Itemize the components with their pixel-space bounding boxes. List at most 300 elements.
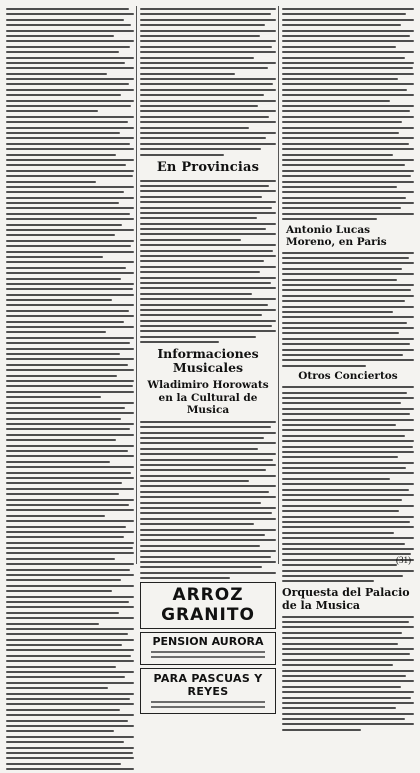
- text-line: [140, 116, 269, 118]
- text-line: [282, 402, 401, 404]
- column-rule-left: [136, 6, 137, 564]
- text-line: [6, 606, 134, 608]
- text-line: [282, 365, 366, 367]
- text-line: [6, 224, 122, 226]
- text-line: [6, 369, 134, 371]
- text-line: [6, 19, 124, 21]
- text-line: [6, 240, 134, 242]
- text-line: [6, 100, 134, 102]
- text-line: [282, 289, 411, 291]
- text-line: [140, 480, 249, 482]
- text-line: [282, 637, 414, 639]
- text-line: [6, 423, 134, 425]
- text-line: [6, 676, 125, 678]
- text-line: [140, 271, 260, 273]
- text-line: [140, 325, 272, 327]
- text-line: [6, 181, 96, 183]
- text-line: [6, 30, 134, 32]
- text-line: [140, 62, 276, 64]
- column-rule-right: [278, 6, 279, 564]
- column-3: [282, 8, 414, 734]
- text-line: [140, 432, 276, 434]
- text-line: [6, 24, 131, 26]
- text-line: [6, 714, 134, 716]
- text-line: [6, 509, 134, 511]
- text-line: [282, 100, 390, 102]
- text-line: [282, 73, 414, 75]
- text-line: [282, 505, 414, 507]
- text-line: [282, 186, 397, 188]
- text-line: [282, 284, 414, 286]
- text-line: [6, 358, 134, 360]
- text-line: [282, 499, 402, 501]
- text-line: [6, 159, 134, 161]
- text-line: [282, 621, 409, 623]
- text-line: [140, 485, 276, 487]
- text-line: [140, 239, 241, 241]
- text-line: [6, 585, 134, 587]
- text-block-wladimiro: [140, 421, 276, 579]
- text-line: [140, 314, 262, 316]
- text-line: [6, 703, 134, 705]
- text-line: [6, 191, 124, 193]
- text-line: [6, 40, 134, 42]
- text-line: [6, 310, 129, 312]
- text-line: [282, 257, 409, 259]
- text-line: [282, 413, 410, 415]
- text-line: [6, 569, 130, 571]
- text-line: [282, 343, 410, 345]
- text-line: [6, 450, 128, 452]
- text-line: [282, 397, 414, 399]
- text-line: [6, 596, 134, 598]
- text-line: [282, 626, 414, 628]
- text-line: [6, 170, 134, 172]
- text-line: [140, 336, 256, 338]
- column-2: [140, 8, 276, 714]
- text-line: [140, 132, 276, 134]
- text-line: [282, 311, 393, 313]
- text-line: [282, 46, 396, 48]
- text-line: [6, 655, 131, 657]
- text-line: [140, 143, 276, 145]
- text-line: [6, 202, 119, 204]
- text-line: [282, 408, 414, 410]
- text-line: [282, 154, 393, 156]
- text-line: [282, 40, 414, 42]
- text-line: [140, 442, 276, 444]
- text-line: [140, 304, 268, 306]
- text-line: [282, 121, 402, 123]
- text-line: [140, 180, 276, 182]
- text-line: [140, 469, 266, 471]
- text-line: [140, 217, 257, 219]
- text-line: [6, 73, 107, 75]
- text-line: [6, 407, 125, 409]
- text-line: [282, 62, 414, 64]
- text-line: [282, 664, 393, 666]
- text-line: [282, 24, 401, 26]
- text-line: [282, 127, 414, 129]
- text-line: [140, 437, 264, 439]
- text-line: [282, 472, 414, 474]
- text-line: [282, 653, 410, 655]
- text-line: [6, 213, 130, 215]
- text-line: [6, 137, 134, 139]
- text-line: [6, 412, 134, 414]
- text-line: [282, 300, 405, 302]
- text-line: [6, 116, 134, 118]
- text-line: [282, 197, 406, 199]
- text-line: [6, 315, 134, 317]
- text-line: [140, 78, 276, 80]
- text-line: [282, 424, 396, 426]
- text-line: [6, 660, 134, 662]
- text-line: [282, 359, 414, 361]
- text-line: [140, 539, 276, 541]
- text-line: [282, 386, 414, 388]
- text-line: [140, 545, 260, 547]
- text-line: [6, 693, 134, 695]
- text-line: [140, 426, 271, 428]
- text-line: [282, 295, 414, 297]
- text-line: [140, 298, 276, 300]
- text-line: [6, 256, 103, 258]
- text-line: [140, 518, 276, 520]
- text-line: [282, 429, 414, 431]
- text-line: [140, 320, 276, 322]
- text-line: [6, 520, 134, 522]
- text-line: [6, 455, 134, 457]
- text-line: [282, 116, 414, 118]
- text-line: [282, 632, 402, 634]
- text-line: [6, 8, 129, 10]
- text-line: [140, 30, 276, 32]
- text-line: [282, 13, 406, 15]
- text-line: [6, 687, 108, 689]
- text-line: [282, 148, 414, 150]
- text-line: [6, 472, 131, 474]
- text-line: [140, 448, 258, 450]
- text-line: [140, 228, 266, 230]
- text-line: [282, 478, 390, 480]
- text-line: [140, 330, 276, 332]
- text-line: [282, 537, 414, 539]
- text-line: [282, 462, 414, 464]
- text-line: [282, 218, 377, 220]
- text-line: [6, 434, 134, 436]
- text-line: [6, 574, 134, 576]
- text-line: [140, 94, 264, 96]
- text-line: [6, 283, 134, 285]
- heading-otros-conciertos: Otros Conciertos: [298, 370, 398, 383]
- text-line: [6, 649, 134, 651]
- text-line: [6, 278, 121, 280]
- text-line: [140, 8, 276, 10]
- text-line: [282, 143, 409, 145]
- text-line: [6, 531, 134, 533]
- text-line: [282, 354, 403, 356]
- text-line: [140, 196, 262, 198]
- text-line: [140, 255, 276, 257]
- text-block-col1: [6, 8, 134, 770]
- text-line: [6, 375, 117, 377]
- text-line: [282, 170, 414, 172]
- text-line: [140, 282, 271, 284]
- text-line: [140, 207, 272, 209]
- text-line: [6, 67, 134, 69]
- text-line: [6, 62, 125, 64]
- ad-pascuas-fine-print: [151, 701, 265, 703]
- text-line: [140, 287, 276, 289]
- text-line: [6, 725, 134, 727]
- text-line: [282, 532, 394, 534]
- text-line: [282, 332, 399, 334]
- text-line: [282, 489, 409, 491]
- text-line: [6, 207, 134, 209]
- text-line: [6, 730, 114, 732]
- text-line: [282, 702, 414, 704]
- text-line: [140, 523, 254, 525]
- page-number: (31): [396, 555, 411, 565]
- text-line: [140, 512, 272, 514]
- text-line: [282, 89, 407, 91]
- text-line: [6, 143, 130, 145]
- text-line: [282, 30, 414, 32]
- text-line: [282, 510, 399, 512]
- text-line: [282, 648, 414, 650]
- text-line: [6, 628, 134, 630]
- text-line: [140, 309, 276, 311]
- text-line: [282, 543, 405, 545]
- text-line: [282, 306, 414, 308]
- text-line: [6, 757, 134, 759]
- text-line: [140, 566, 262, 568]
- text-line: [6, 46, 130, 48]
- text-line: [6, 304, 134, 306]
- text-block-orquesta: [282, 616, 414, 731]
- text-line: [6, 89, 134, 91]
- text-line: [6, 186, 134, 188]
- text-line: [282, 322, 407, 324]
- text-line: [140, 201, 276, 203]
- text-line: [282, 8, 414, 10]
- text-line: [282, 338, 414, 340]
- text-line: [282, 110, 410, 112]
- text-line: [6, 197, 134, 199]
- text-line: [282, 723, 414, 725]
- text-line: [282, 19, 414, 21]
- text-line: [6, 342, 130, 344]
- text-line: [282, 213, 414, 215]
- text-line: [282, 440, 414, 442]
- text-line: [6, 251, 134, 253]
- text-line: [282, 559, 414, 561]
- text-line: [140, 19, 276, 21]
- text-line: [6, 644, 122, 646]
- text-line: [6, 272, 134, 274]
- heading-en-provincias: En Provincias: [156, 159, 260, 175]
- text-line: [282, 553, 411, 555]
- text-line: [6, 288, 133, 290]
- text-line: [282, 67, 413, 69]
- text-line: [140, 100, 276, 102]
- ad-pascuas-fine-print-2: [151, 706, 265, 708]
- text-line: [6, 234, 115, 236]
- text-line: [6, 488, 134, 490]
- text-line: [140, 233, 276, 235]
- text-line: [6, 385, 133, 387]
- text-line: [282, 191, 414, 193]
- text-line: [282, 659, 414, 661]
- text-line: [282, 691, 414, 693]
- text-line: [6, 720, 128, 722]
- text-line: [282, 526, 414, 528]
- text-line: [6, 558, 115, 560]
- text-line: [6, 590, 112, 592]
- text-line: [140, 507, 276, 509]
- text-line: [282, 616, 414, 618]
- text-line: [6, 547, 133, 549]
- text-line: [6, 353, 120, 355]
- ad-pascuas-reyes: [140, 668, 276, 714]
- text-line: [6, 542, 134, 544]
- text-line: [6, 321, 124, 323]
- text-line: [140, 475, 276, 477]
- text-line: [6, 747, 134, 749]
- text-line: [6, 148, 134, 150]
- text-line: [6, 35, 114, 37]
- text-line: [282, 57, 405, 59]
- text-line: [282, 670, 414, 672]
- text-line: [282, 262, 414, 264]
- text-line: [282, 419, 414, 421]
- text-line: [282, 580, 374, 582]
- text-line: [282, 94, 414, 96]
- text-line: [6, 121, 128, 123]
- text-line: [140, 529, 276, 531]
- ad-pascuas-title: PARA PASCUAS Y REYES: [153, 672, 263, 699]
- text-line: [140, 51, 276, 53]
- text-line: [6, 245, 131, 247]
- text-line: [282, 51, 414, 53]
- text-line: [6, 666, 116, 668]
- text-line: [6, 380, 134, 382]
- text-line: [140, 556, 271, 558]
- text-line: [282, 202, 414, 204]
- text-line: [6, 612, 119, 614]
- heading-wladimiro-horowats: Wladimiro Horowats en la Cultural de Musica: [147, 379, 269, 417]
- text-line: [6, 515, 105, 517]
- text-line: [282, 316, 414, 318]
- text-line: [282, 435, 405, 437]
- text-block-antonio: [282, 252, 414, 367]
- text-line: [6, 51, 119, 53]
- text-line: [140, 421, 276, 423]
- text-line: [140, 40, 276, 42]
- text-line: [6, 768, 134, 770]
- text-block-top: [140, 8, 276, 156]
- text-line: [282, 707, 396, 709]
- column-1: [6, 8, 134, 773]
- text-line: [6, 563, 134, 565]
- text-line: [6, 752, 133, 754]
- text-line: [6, 461, 110, 463]
- text-line: [140, 341, 219, 343]
- text-line: [282, 680, 414, 682]
- text-line: [6, 391, 134, 393]
- text-line: [6, 493, 119, 495]
- text-line: [282, 686, 401, 688]
- text-line: [140, 154, 224, 156]
- text-line: [140, 277, 276, 279]
- text-line: [6, 617, 134, 619]
- text-line: [140, 127, 249, 129]
- text-line: [282, 575, 403, 577]
- text-line: [6, 402, 134, 404]
- text-line: [6, 337, 134, 339]
- text-line: [140, 190, 276, 192]
- text-line: [282, 643, 398, 645]
- text-line: [6, 294, 134, 296]
- text-line: [6, 439, 116, 441]
- text-line: [140, 502, 261, 504]
- text-line: [6, 526, 126, 528]
- text-line: [140, 572, 276, 574]
- text-line: [6, 445, 134, 447]
- text-line: [282, 548, 414, 550]
- text-line: [6, 396, 101, 398]
- text-line: [140, 534, 265, 536]
- text-line: [6, 736, 134, 738]
- text-line: [282, 675, 406, 677]
- text-line: [6, 94, 121, 96]
- text-line: [282, 35, 410, 37]
- text-line: [140, 244, 276, 246]
- text-line: [6, 229, 134, 231]
- text-line: [282, 175, 411, 177]
- text-line: [6, 132, 120, 134]
- text-line: [6, 331, 106, 333]
- text-line: [140, 105, 258, 107]
- text-line: [6, 639, 134, 641]
- text-block-col3-top: [282, 8, 414, 220]
- text-line: [6, 299, 112, 301]
- text-line: [140, 148, 261, 150]
- text-line: [282, 494, 414, 496]
- text-line: [282, 137, 414, 139]
- text-block-provincias: [140, 180, 276, 344]
- text-line: [282, 83, 414, 85]
- text-line: [6, 218, 134, 220]
- heading-informaciones-musicales: Informaciones Musicales: [157, 346, 259, 376]
- ad-arroz-title: ARROZ GRANITO: [161, 585, 255, 626]
- text-line: [140, 250, 273, 252]
- text-line: [140, 453, 276, 455]
- text-line: [140, 266, 276, 268]
- text-line: [140, 577, 230, 579]
- text-line: [140, 13, 271, 15]
- text-line: [6, 154, 116, 156]
- text-line: [6, 13, 134, 15]
- text-line: [6, 601, 129, 603]
- text-line: [6, 83, 129, 85]
- text-line: [6, 466, 134, 468]
- text-line: [282, 451, 414, 453]
- text-line: [6, 682, 134, 684]
- text-line: [6, 267, 126, 269]
- text-line: [140, 223, 276, 225]
